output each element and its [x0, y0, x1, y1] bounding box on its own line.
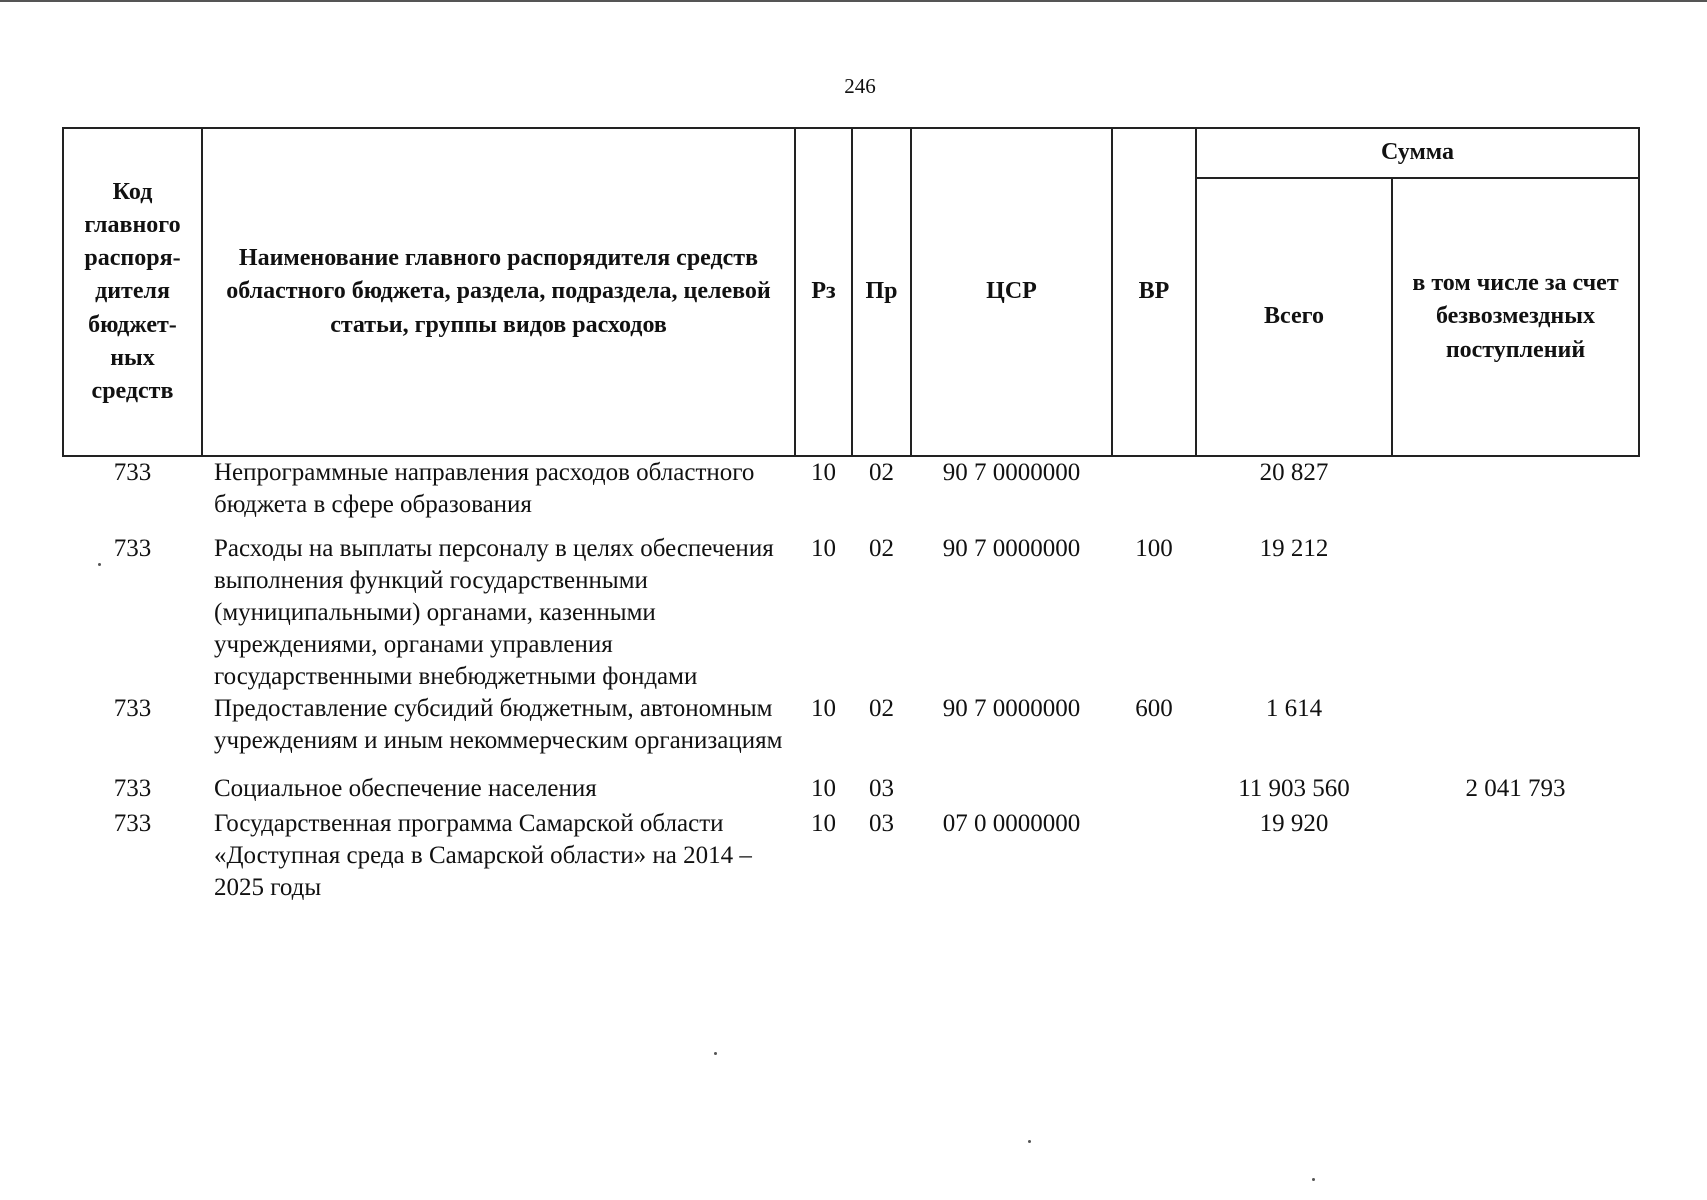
cell-csr: 90 7 0000000	[942, 459, 1081, 486]
cell-csr: 90 7 0000000	[942, 695, 1081, 722]
cell-pr: 02	[869, 459, 894, 486]
page-number: 246	[844, 74, 876, 98]
cell-vr: 600	[1135, 695, 1173, 722]
cell-free	[1392, 456, 1639, 533]
scan-speck	[1028, 1140, 1031, 1143]
cell-total: 11 903 560	[1238, 775, 1350, 802]
cell-code: 733	[113, 695, 152, 722]
scan-speck	[714, 1052, 717, 1055]
cell-name: Государственная программа Самарской области «Доступная среда в Самарской области» на 2014 – 2025 годы	[214, 810, 752, 901]
cell-pr: 02	[869, 535, 894, 562]
cell-csr: 90 7 0000000	[942, 535, 1081, 562]
top-rule	[0, 0, 1707, 2]
cell-vr: 100	[1135, 535, 1173, 562]
cell-free	[1392, 693, 1639, 773]
cell-csr	[911, 773, 1112, 808]
cell-rz: 10	[811, 535, 836, 562]
cell-total: 20 827	[1259, 459, 1329, 486]
table-row	[63, 533, 1639, 693]
header-total: Всего	[1196, 178, 1392, 456]
cell-name: Социальное обеспечение населения	[214, 775, 597, 802]
header-sum-group: Сумма	[1196, 128, 1639, 178]
header-pr: Пр	[852, 128, 911, 456]
cell-pr: 03	[869, 810, 894, 837]
table-row	[63, 456, 1639, 533]
cell-code: 733	[113, 775, 152, 802]
cell-rz: 10	[811, 775, 836, 802]
cell-total: 19 212	[1259, 535, 1329, 562]
cell-name: Предоставление субсидий бюджетным, автономным учреждениям и иным некоммерческим организациям	[214, 695, 783, 754]
scan-speck	[98, 563, 101, 566]
cell-rz: 10	[811, 695, 836, 722]
budget-table	[62, 127, 1640, 904]
cell-rz: 10	[811, 459, 836, 486]
cell-vr	[1112, 773, 1196, 808]
header-rz: Рз	[795, 128, 852, 456]
cell-csr: 07 0 0000000	[942, 810, 1081, 837]
table-body	[63, 456, 1639, 904]
cell-code: 733	[113, 810, 152, 837]
cell-name: Расходы на выплаты персоналу в целях обеспечения выполнения функций государственными (муниципальными) органами, казенными учреждениями, органами управления государственными внебюджетными фондами	[214, 535, 774, 690]
table-header	[63, 128, 1639, 456]
header-name: Наименование главного распорядителя средств областного бюджета, раздела, подраздела, целевой статьи, группы видов расходов	[202, 128, 795, 456]
cell-code: 733	[113, 535, 152, 562]
cell-pr: 03	[869, 775, 894, 802]
cell-free: 2 041 793	[1465, 775, 1566, 802]
header-code: Код главного распоря-дителя бюджет-ных средств	[63, 128, 202, 456]
table-row	[63, 773, 1639, 808]
scan-speck	[1312, 1178, 1315, 1181]
cell-code: 733	[113, 459, 152, 486]
cell-total: 1 614	[1265, 695, 1323, 722]
table-row	[63, 693, 1639, 773]
cell-name: Непрограммные направления расходов областного бюджета в сфере образования	[214, 459, 755, 518]
cell-total: 19 920	[1259, 810, 1329, 837]
header-csr: ЦСР	[911, 128, 1112, 456]
header-free: в том числе за счет безвозмездных поступлений	[1392, 178, 1639, 456]
cell-vr	[1112, 456, 1196, 533]
cell-free	[1392, 533, 1639, 693]
header-vr: ВР	[1112, 128, 1196, 456]
cell-pr: 02	[869, 695, 894, 722]
cell-vr	[1112, 808, 1196, 904]
cell-free	[1392, 808, 1639, 904]
table-row	[63, 808, 1639, 904]
cell-rz: 10	[811, 810, 836, 837]
